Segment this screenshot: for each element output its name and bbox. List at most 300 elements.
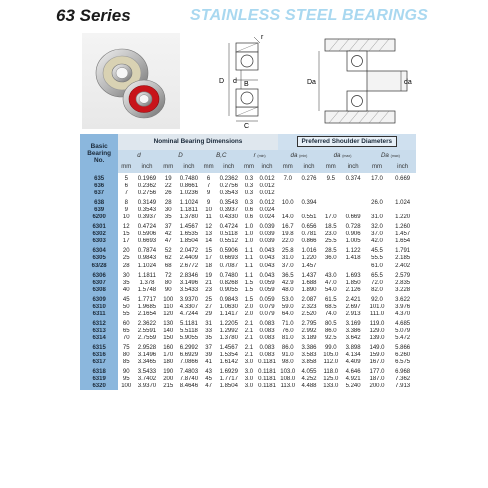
- table-cell: 113.0: [280, 383, 296, 390]
- table-cell: 0.079: [259, 303, 275, 310]
- table-cell: 29: [205, 310, 212, 317]
- table-cell: 1.005: [345, 238, 361, 245]
- table-cell: 1.6535: [179, 231, 199, 238]
- table-cell: 17.0: [371, 176, 383, 182]
- table-row: [80, 287, 416, 294]
- table-row: [80, 197, 416, 207]
- table-cell: 0.024: [259, 214, 275, 221]
- table-cell: [298, 190, 320, 197]
- table-cell: 0.9843: [137, 255, 157, 262]
- table-cell: 2.579: [395, 272, 411, 279]
- table-cell: 0.7087: [219, 262, 238, 269]
- table-cell: [320, 207, 341, 214]
- table-cell: 36.0: [324, 255, 337, 262]
- table-cell: 0.5118: [219, 231, 238, 238]
- table-cell: 0.012: [259, 176, 275, 182]
- table-cell: 19: [164, 176, 172, 182]
- table-cell: 1.791: [395, 248, 411, 255]
- table-cell: 0.728: [345, 224, 361, 231]
- table-cell: 15: [122, 231, 130, 238]
- table-cell: 6: [124, 183, 128, 190]
- table-cell: 19.8: [281, 231, 294, 238]
- table-cell: 86.0: [281, 344, 294, 351]
- bearing-number: 635: [80, 173, 118, 183]
- label-d: d: [233, 78, 237, 85]
- table-row: [80, 270, 416, 280]
- bearing-number: 6301: [80, 221, 118, 231]
- table-row: [80, 335, 416, 342]
- table-cell: 28: [122, 262, 130, 269]
- table-cell: 0.1181: [258, 359, 276, 366]
- table-cell: 1.418: [345, 255, 361, 262]
- table-cell: 1.0: [244, 224, 254, 231]
- table-cell: 3.386: [345, 327, 361, 334]
- table-cell: 7.0866: [179, 359, 199, 366]
- table-cell: 180: [163, 359, 174, 366]
- table-cell: 1.7717: [137, 296, 157, 303]
- table-row: [80, 173, 416, 183]
- table-cell: [278, 190, 298, 197]
- label-Da: Da: [307, 79, 316, 86]
- shoulder-diameter-drawing: [305, 31, 415, 131]
- table-cell: 59.0: [281, 303, 294, 310]
- table-cell: 68: [164, 262, 172, 269]
- table-cell: 1.1024: [179, 200, 199, 207]
- table-cell: 47: [164, 238, 172, 245]
- table-cell: 82.0: [371, 286, 383, 293]
- table-cell: 40: [122, 286, 130, 293]
- table-cell: 3.5433: [137, 369, 157, 376]
- table-cell: 19: [205, 272, 212, 279]
- table-cell: 2.795: [301, 320, 317, 327]
- table-cell: 1.0236: [179, 190, 199, 197]
- table-cell: 10: [122, 214, 130, 221]
- table-cell: 23.0: [324, 231, 337, 238]
- table-cell: 37: [164, 224, 172, 231]
- unit-row: mm inch mm inch mm inch mm inch mm inch mm inch mm inch: [80, 162, 416, 173]
- table-cell: 7: [124, 190, 128, 197]
- table-cell: 64.0: [281, 310, 294, 317]
- table-cell: 71.0: [281, 320, 294, 327]
- table-cell: 105.0: [323, 352, 339, 359]
- table-cell: 0.8661: [179, 183, 199, 190]
- table-cell: 3.1496: [179, 279, 199, 286]
- table-cell: 61.5: [324, 296, 337, 303]
- table-cell: 1.5748: [137, 286, 157, 293]
- table-cell: 1.1811: [179, 207, 198, 214]
- bearing-number: 6200: [80, 214, 118, 221]
- table-cell: 47.0: [324, 279, 337, 286]
- table-row: [80, 318, 416, 328]
- table-cell: 3.3465: [137, 359, 157, 366]
- table-cell: 9: [206, 200, 211, 207]
- table-cell: 139.0: [369, 334, 385, 341]
- table-cell: 2.1: [244, 352, 254, 359]
- table-cell: 1.0: [244, 231, 254, 238]
- table-cell: 28: [164, 200, 172, 207]
- table-cell: 90: [164, 286, 172, 293]
- table-cell: 0.6: [244, 214, 254, 221]
- table-cell: 2.5591: [137, 327, 157, 334]
- table-cell: 6.260: [395, 352, 411, 359]
- table-cell: 1.3780: [219, 334, 238, 341]
- table-cell: 48.0: [281, 286, 294, 293]
- table-cell: [389, 190, 416, 197]
- table-cell: 4.252: [301, 376, 317, 383]
- table-cell: 4.488: [301, 383, 317, 390]
- table-cell: 3.858: [301, 359, 317, 366]
- table-cell: 200.0: [369, 383, 385, 390]
- table-cell: 18.5: [324, 224, 337, 231]
- table-cell: [389, 207, 416, 214]
- table-cell: 0.3: [244, 190, 254, 197]
- table-row: [80, 214, 416, 221]
- table-cell: 0.7480: [179, 176, 199, 182]
- table-cell: 3.228: [395, 286, 411, 293]
- table-row: [80, 221, 416, 231]
- table-cell: 85: [122, 359, 130, 366]
- table-row: [80, 376, 416, 383]
- bearing-number: 6306: [80, 270, 118, 280]
- table-cell: 22.0: [281, 238, 294, 245]
- table-cell: 0.043: [259, 248, 275, 255]
- table-cell: 129.0: [369, 327, 385, 334]
- table-cell: 140: [163, 327, 174, 334]
- table-cell: 1.3780: [179, 214, 199, 221]
- table-cell: 0.551: [301, 214, 317, 221]
- table-cell: 0.6693: [219, 255, 238, 262]
- table-cell: 3.386: [301, 344, 317, 351]
- table-cell: 0.012: [259, 183, 275, 190]
- table-cell: 112.0: [323, 359, 339, 366]
- table-cell: 62: [164, 255, 172, 262]
- table-cell: 2.520: [301, 310, 317, 317]
- table-cell: 1.7717: [219, 376, 238, 383]
- table-cell: 2.8346: [179, 272, 199, 279]
- table-cell: 36.5: [281, 272, 294, 279]
- table-row: [80, 183, 416, 190]
- table-cell: 3.0: [244, 359, 254, 366]
- table-cell: 3.583: [301, 352, 317, 359]
- bearing-number: 6303: [80, 238, 118, 245]
- table-cell: 92.5: [324, 334, 337, 341]
- table-cell: 6.2992: [179, 344, 199, 351]
- table-cell: 2.0472: [179, 248, 199, 255]
- table-cell: 2.3622: [137, 320, 157, 327]
- bearing-number: 6309: [80, 294, 118, 304]
- table-cell: 1.8504: [179, 238, 199, 245]
- table-cell: 4.370: [395, 310, 411, 317]
- bearing-number: 638: [80, 197, 118, 207]
- table-cell: 0.3937: [137, 214, 157, 221]
- table-cell: 9.5: [326, 176, 335, 182]
- bearing-number: 6302: [80, 231, 118, 238]
- series-title: 63 Series: [56, 6, 131, 25]
- table-cell: 2.1: [244, 334, 254, 341]
- table-cell: 3.0: [244, 369, 254, 376]
- table-cell: 70: [122, 334, 130, 341]
- table-cell: 1.1: [244, 272, 254, 279]
- table-cell: 92.0: [371, 296, 383, 303]
- table-cell: 7.0: [283, 176, 292, 182]
- table-cell: 150: [163, 334, 174, 341]
- table-row: [80, 231, 416, 238]
- bearing-photo-icon: [82, 33, 180, 129]
- label-r: r: [261, 34, 264, 41]
- table-cell: 1.693: [345, 272, 361, 279]
- table-cell: 0.6693: [137, 238, 157, 245]
- table-cell: 118.0: [323, 369, 339, 376]
- bearing-number: 6304: [80, 245, 118, 255]
- table-cell: [341, 263, 364, 270]
- table-cell: 5.079: [395, 327, 411, 334]
- table-cell: 8: [124, 200, 128, 207]
- table-cell: 76.0: [281, 327, 294, 334]
- table-cell: 55.5: [371, 255, 383, 262]
- table-cell: 3.898: [345, 344, 361, 351]
- table-cell: 6: [206, 176, 211, 182]
- bearing-number: 6313: [80, 328, 118, 335]
- table-row: [80, 352, 416, 359]
- table-cell: 1.122: [345, 248, 361, 255]
- label-D: D: [219, 78, 225, 85]
- table-cell: 6.6929: [179, 352, 199, 359]
- table-cell: 17.0: [324, 214, 337, 221]
- bearing-number: 639: [80, 207, 118, 214]
- table-cell: 1.654: [395, 238, 411, 245]
- table-cell: 0.3543: [219, 200, 238, 207]
- table-cell: 1.890: [301, 286, 317, 293]
- table-cell: 0.2756: [219, 183, 238, 190]
- table-cell: 2.992: [301, 327, 317, 334]
- table-cell: 30: [164, 207, 172, 214]
- table-cell: 0.3: [244, 200, 254, 207]
- table-row: [80, 311, 416, 318]
- label-C: C: [244, 123, 250, 130]
- bearing-number: 63/28: [80, 263, 118, 270]
- table-cell: 26: [164, 190, 172, 197]
- table-row: [80, 328, 416, 335]
- table-cell: 0.1181: [258, 369, 276, 376]
- table-cell: 0.3543: [137, 207, 157, 214]
- table-cell: 5.866: [395, 344, 411, 351]
- table-cell: 43: [205, 369, 212, 376]
- table-cell: 20: [122, 248, 130, 255]
- table-cell: [320, 190, 341, 197]
- table-cell: 0.039: [259, 224, 275, 231]
- table-cell: 80: [122, 352, 130, 359]
- preferred-shoulder-header: Preferred Shoulder Diameters: [278, 134, 416, 150]
- bearing-number: 6318: [80, 366, 118, 376]
- table-cell: 2.4409: [179, 255, 199, 262]
- table-cell: 0.7480: [219, 272, 238, 279]
- table-cell: 0.4724: [219, 224, 238, 231]
- table-cell: 1.437: [301, 272, 317, 279]
- table-cell: 25: [122, 255, 130, 262]
- table-cell: 43.0: [324, 272, 337, 279]
- table-cell: 110: [163, 303, 173, 310]
- table-cell: 30: [122, 272, 130, 279]
- table-cell: [365, 190, 389, 197]
- table-cell: 1.1: [244, 262, 254, 269]
- table-cell: 0.5512: [219, 238, 238, 245]
- table-cell: 7.4803: [179, 369, 199, 376]
- table-cell: 0.669: [345, 214, 361, 221]
- table-cell: 1.2205: [219, 320, 238, 327]
- table-cell: [320, 263, 341, 270]
- table-cell: 45: [122, 296, 130, 303]
- bearing-number: 6320: [80, 383, 118, 390]
- table-cell: 0.4330: [219, 214, 238, 221]
- table-cell: 1.378: [139, 279, 155, 286]
- table-cell: 1.4567: [179, 224, 199, 231]
- table-row: [80, 255, 416, 262]
- table-cell: 0.3: [244, 176, 254, 182]
- bearing-number: 6305: [80, 255, 118, 262]
- table-cell: 2.835: [395, 279, 411, 286]
- table-cell: 1.016: [301, 248, 317, 255]
- table-row: [80, 304, 416, 311]
- table-cell: 74.0: [324, 310, 337, 317]
- table-cell: 25: [205, 296, 212, 303]
- table-cell: 0.866: [301, 238, 317, 245]
- table-cell: 17: [122, 238, 130, 245]
- table-cell: 1.850: [345, 279, 361, 286]
- table-cell: 0.039: [259, 231, 275, 238]
- bearing-number: 6319: [80, 376, 118, 383]
- table-cell: 23: [205, 286, 212, 293]
- table-row: [80, 207, 416, 214]
- table-cell: 187.0: [369, 376, 385, 383]
- table-cell: 0.059: [259, 296, 275, 303]
- table-cell: 9: [124, 207, 128, 214]
- table-cell: 200: [163, 376, 174, 383]
- table-cell: 15: [205, 248, 212, 255]
- table-cell: 3.189: [301, 334, 317, 341]
- table-cell: 13: [205, 231, 212, 238]
- table-cell: 99.0: [324, 344, 337, 351]
- table-cell: 33: [205, 327, 212, 334]
- table-cell: 190: [163, 369, 174, 376]
- table-cell: 1.260: [395, 224, 411, 231]
- table-cell: 54.0: [324, 286, 337, 293]
- table-cell: 1.220: [301, 255, 317, 262]
- table-cell: 42: [164, 231, 172, 238]
- table-cell: 0.5906: [137, 231, 157, 238]
- table-cell: 1.1: [244, 255, 254, 262]
- table-cell: 3.622: [395, 296, 411, 303]
- bearing-number: 6312: [80, 318, 118, 328]
- table-cell: 0.4724: [137, 224, 157, 231]
- table-cell: 0.2362: [219, 176, 238, 182]
- table-cell: 0.039: [259, 238, 275, 245]
- table-cell: 177.0: [369, 369, 385, 376]
- table-cell: 0.024: [259, 207, 275, 214]
- table-cell: 27: [205, 303, 212, 310]
- table-cell: 119.0: [369, 320, 385, 327]
- table-cell: 2.7559: [137, 334, 157, 341]
- table-cell: [341, 183, 364, 190]
- table-cell: 1.6929: [219, 369, 238, 376]
- table-row: [80, 238, 416, 245]
- table-cell: 2.6772: [179, 262, 199, 269]
- table-cell: 21: [205, 279, 212, 286]
- table-cell: 0.059: [259, 286, 275, 293]
- table-cell: 52: [164, 248, 172, 255]
- table-cell: 0.043: [259, 262, 275, 269]
- table-cell: [278, 183, 298, 190]
- table-cell: 45.5: [371, 248, 383, 255]
- table-cell: 2.1: [244, 344, 254, 351]
- table-cell: 1.5: [244, 279, 254, 286]
- table-cell: 0.5906: [219, 248, 238, 255]
- bearing-number: 6307: [80, 280, 118, 287]
- table-cell: 9: [206, 190, 211, 197]
- table-cell: 10: [205, 207, 212, 214]
- table-cell: 4.921: [345, 376, 361, 383]
- table-cell: 14: [205, 238, 212, 245]
- table-cell: 160: [163, 344, 174, 351]
- table-cell: 1.1811: [138, 272, 156, 279]
- table-cell: 0.656: [301, 224, 317, 231]
- table-cell: 0.6: [244, 207, 254, 214]
- table-cell: 2.9528: [137, 344, 157, 351]
- table-cell: 35: [122, 279, 130, 286]
- table-cell: 11: [205, 214, 212, 221]
- table-row: [80, 366, 416, 376]
- table-cell: 86.0: [324, 327, 337, 334]
- table-cell: 120: [163, 310, 174, 317]
- table-cell: 0.394: [301, 200, 317, 207]
- table-cell: 0.083: [259, 320, 275, 327]
- table-cell: 4.685: [395, 320, 411, 327]
- table-cell: 0.3937: [219, 207, 238, 214]
- table-cell: 1.220: [395, 214, 411, 221]
- table-cell: 68.5: [324, 303, 337, 310]
- bearing-number: 636: [80, 183, 118, 190]
- table-cell: 16.7: [281, 224, 294, 231]
- table-cell: 2.126: [345, 286, 361, 293]
- table-cell: 26.0: [371, 200, 383, 207]
- table-cell: 0.1181: [258, 383, 276, 390]
- table-cell: 5.5118: [179, 327, 198, 334]
- table-cell: 7.362: [395, 376, 411, 383]
- table-cell: 0.1969: [137, 176, 157, 182]
- table-cell: 0.3149: [137, 200, 157, 207]
- table-cell: 65.5: [371, 272, 383, 279]
- table-cell: 3.169: [345, 320, 361, 327]
- table-cell: [298, 207, 320, 214]
- table-cell: 215: [163, 383, 174, 390]
- table-cell: 130: [163, 320, 174, 327]
- table-cell: 0.012: [259, 190, 275, 197]
- table-cell: [341, 190, 364, 197]
- table-cell: 1.1417: [219, 310, 238, 317]
- table-cell: 98.0: [281, 359, 294, 366]
- table-cell: 35: [164, 214, 172, 221]
- label-B: B: [244, 81, 249, 88]
- table-cell: 133.0: [323, 383, 339, 390]
- table-cell: 3.7402: [137, 376, 157, 383]
- table-cell: 0.8268: [219, 279, 238, 286]
- table-cell: 0.374: [345, 176, 361, 182]
- table-cell: 32.0: [371, 224, 383, 231]
- table-cell: 0.059: [259, 279, 275, 286]
- table-cell: 3.1496: [137, 352, 157, 359]
- table-cell: 53.0: [281, 296, 294, 303]
- table-cell: 0.012: [259, 200, 275, 207]
- table-cell: 0.043: [259, 272, 275, 279]
